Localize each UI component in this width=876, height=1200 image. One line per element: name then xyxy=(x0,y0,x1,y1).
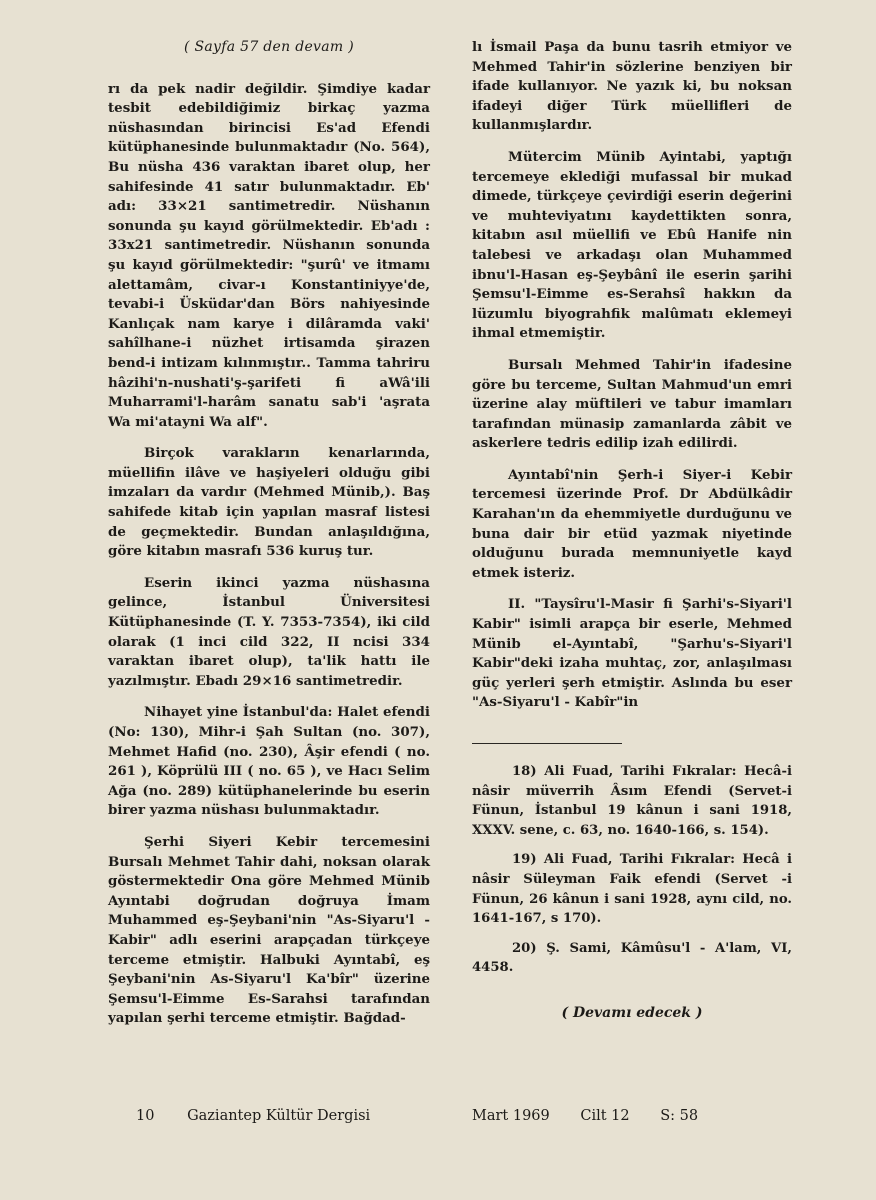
body-paragraph: Eserin ikinci yazma nüshasına gelince, İstanbul Üniversitesi Kütüphanesinde (T. Y. 7353-7354), iki cild olarak (1 inci cild 322, II ncisi 334 varaktan ibaret olup), ta'lik hattı ile yazılmıştır. Ebadı 29×16 santimetredir. xyxy=(108,574,430,689)
footnote: 20) Ş. Sami, Kâmûsu'l - A'lam, VI, 4458. xyxy=(472,940,792,976)
footnote: 18) Ali Fuad, Tarihi Fıkralar: Hecâ-i nâsir müverrih Âsım Efendi (Servet-i Fünun, İstanbul 19 kânun i sani 1918, XXXV. sene, c. 63, no. 1640-166, s. 154). xyxy=(472,764,792,838)
body-paragraph: lı İsmail Paşa da bunu tasrih etmiyor ve Mehmed Tahir'in sözlerine benziyen bir ifade kullanıyor. Ne yazık ki, bu noksan ifadeyi diğer Türk müellifleri de kullanmışlardır. xyxy=(472,39,792,134)
right-column xyxy=(472,38,792,1024)
body-paragraph: II. "Taysîru'l-Masir fi Şarhi's-Siyari'l Kabir" isimli arapça bir eserle, Mehmed Münib el-Ayıntabî, "Şarhu's-Siyari'l Kabir"deki izaha muhtaç, zor, anlaşılması güç yerleri şerh etmiştir. Aslında bu eser "As-Siyaru'l - Kabîr"in xyxy=(472,596,792,711)
footnotes xyxy=(472,762,792,978)
volume: Cilt 12 xyxy=(580,1108,630,1124)
to-be-continued: ( Devamı edecek ) xyxy=(561,1004,703,1021)
footnote-divider xyxy=(472,743,622,744)
body-paragraph: Ayıntabî'nin Şerh-i Siyer-i Kebir tercemesi üzerinde Prof. Dr Abdülkâdir Karahan'ın da ehemmiyetle durduğunu ve buna dair bir etüd yazmak niyetinde olduğunu burada memnuniyetle kayd etmek isteriz. xyxy=(472,466,792,581)
footer-right xyxy=(472,1108,698,1124)
issue-number: S: 58 xyxy=(660,1108,699,1124)
body-paragraph: Nihayet yine İstanbul'da: Halet efendi (No: 130), Mihr-i Şah Sultan (no. 307), Mehmet Hafid (no. 230), Âşir efendi ( no. 261 ), Köprülü III ( no. 65 ), ve Hacı Selim Ağa (no. 289) kütüphanelerinde bu eserin birer yazma nüshası bulunmaktadır. xyxy=(108,704,430,819)
continued-from-header: ( Sayfa 57 den devam ) xyxy=(183,39,354,55)
body-paragraph: Şerhi Siyeri Kebir tercemesini Bursalı Mehmet Tahir dahi, noksan olarak göstermektedir Ona göre Mehmed Münib Ayıntabi doğrudan doğruya İmam Muhammed eş-Şeybani'nin "As-Siyaru'l -Kabir" adlı eserini arapçadan türkçeye terceme etmiştir. Halbuki Ayıntabî, eş Şeybani'nin As-Siyaru'l Ka'bîr" üzerine Şemsu'l-Eimme Es-Sarahsi tarafından yapılan şerhi terceme etmiştir. Bağdad- xyxy=(108,833,430,1027)
footer-left xyxy=(136,1108,370,1124)
journal-name: Gaziantep Kültür Dergisi xyxy=(187,1108,371,1124)
body-paragraph: rı da pek nadir değildir. Şimdiye kadar tesbit edebildiğimiz birkaç yazma nüshasından birincisi Es'ad Efendi kütüphanesinde bulunmaktadır (No. 564), Bu nüsha 436 varaktan ibaret olup, her sahifesinde 41 satır bulunmaktadır. Eb' adı: 33×21 santimetredir. Nüshanın sonunda şu kayıd görülmektedir. Eb'adı : 33x21 santimetredir. Nüshanın sonunda şu kayıd görülmektedir: "şurû' ve itmamı alettamâm, civar-ı Konstantiniyye'de, tevabi-i Üsküdar'dan Börs nahiyesinde Kanlıçak nam karye i dilâramda vaki' sahîlhane-i nüzhet irtisamda şirazen bend-i intizam kılınmıştır.. Tamma tahriru hâzihi'n-nushati'ş-şarifeti fi aWâ'ili Muharrami'l-harâm sanatu sab'i 'aşrata Wa mi'atayni Wa alf". xyxy=(108,80,430,430)
body-paragraph: Bursalı Mehmed Tahir'in ifadesine göre bu terceme, Sultan Mahmud'un emri üzerine alay müftileri ve tabur imamları tarafından münasip zamanlarda zâbit ve askerlere tedris edilip izah edilirdi. xyxy=(472,356,792,452)
page-number: 10 xyxy=(136,1108,155,1124)
body-paragraph: Birçok varakların kenarlarında, müellifin ilâve ve haşiyeleri olduğu gibi imzaları da vardır (Mehmed Münib,). Baş sahifede kitab için yapılan masraf listesi de geçmektedir. Bundan anlaşıldığına, göre kitabın masrafı 536 kuruş tur. xyxy=(108,445,430,560)
left-column xyxy=(108,38,430,1041)
issue-date: Mart 1969 xyxy=(472,1108,550,1124)
footnote: 19) Ali Fuad, Tarihi Fıkralar: Hecâ i nâsir Süleyman Faik efendi (Servet -i Fünun, 26 kânun i sani 1928, aynı cild, no. 1641-167, s 170). xyxy=(472,852,792,927)
body-paragraph: Mütercim Münib Ayintabi, yaptığı tercemeye eklediği mufassal bir mukad dimede, türkçeye çevirdiği eserin değerini ve muhteviyatını kaydettikten sonra, kitabın asıl müellifi ve Ebû Hanife nin talebesi ve arkadaşı olan Muhammed ibnu'l-Hasan eş-Şeybânî ile eserin şarihi Şemsu'l-Eimme es-Serahsî hakkın da lüzumlu biyograhfik malûmatı eklemeyi ihmal etmemiştir. xyxy=(472,148,792,342)
